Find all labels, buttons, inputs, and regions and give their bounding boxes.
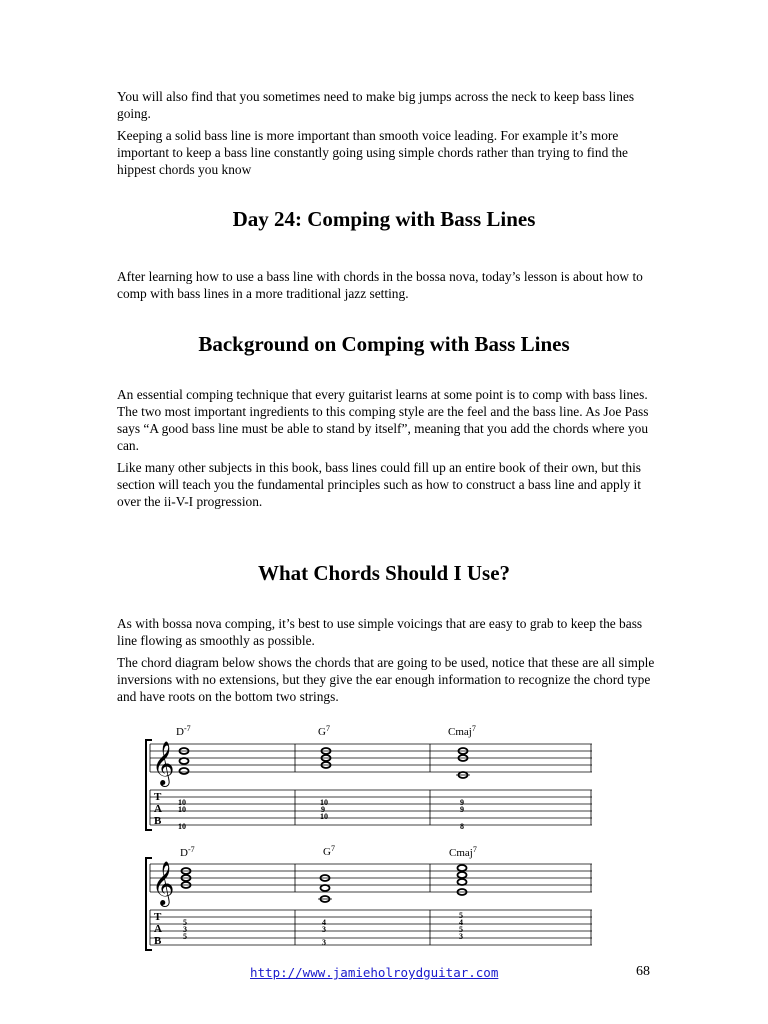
paragraph-essential-technique: An essential comping technique that every guitarist learns at some point is to comp with bass lines. The two most important ingredients to this comping style are the feel and the bass line. As Joe Pass says “A good bass line must be able to stand by itself”, meaning that you add the chords where you can. — [117, 387, 649, 453]
tab-number: 3 — [322, 938, 326, 947]
chord-name: Cmaj$^7$ — [449, 845, 477, 859]
tab-number: 5 — [459, 925, 463, 934]
tab-letter-t: T — [154, 791, 162, 803]
paragraph-bossa-voicings: As with bossa nova comping, it’s best to use simple voicings that are easy to grab to keep the bass line flowing as smoothly as possible. — [117, 616, 643, 648]
tab-number: 10 — [178, 805, 186, 814]
tab-number: 3 — [459, 932, 463, 941]
paragraph-intro: After learning how to use a bass line with chords in the bossa nova, today’s lesson is about how to comp with bass lines in a more traditional jazz setting. — [117, 269, 643, 301]
chord-name: $G^7$ — [318, 724, 330, 738]
paragraph-chord-diagram: The chord diagram below shows the chords that are going to be used, notice that these are all simple inversions with no extensions, but they give the ear enough information to recognize the chord type and have roots on the bottom two strings. — [117, 655, 655, 704]
treble-clef: 𝄞 — [152, 743, 175, 785]
paragraph-solid-bass-line: Keeping a solid bass line is more important than smooth voice leading. For example it’s more important to keep a bass line constantly going using simple chords rather than trying to find the hippest chords you know — [117, 128, 628, 177]
footer-website-link[interactable]: http://www.jamieholroydguitar.com — [250, 965, 499, 980]
tab-number: 10 — [320, 812, 328, 821]
tab-number: 4 — [322, 918, 326, 927]
paragraph-bass-jumps: You will also find that you sometimes need to make big jumps across the neck to keep bass lines going. — [117, 89, 635, 121]
tab-number: 10 — [178, 798, 186, 807]
tab-letter-t: T — [154, 911, 162, 923]
heading-what-chords: What Chords Should I Use? — [257, 561, 511, 585]
tab-number: 3 — [322, 925, 326, 934]
chord-name: $D^{-7}$ — [180, 845, 195, 859]
tab-letter-a: A — [154, 803, 162, 815]
tab-number: 10 — [320, 798, 328, 807]
tab-number: 9 — [460, 805, 464, 814]
tab-number: 5 — [459, 911, 463, 920]
tab-number: 3 — [183, 925, 187, 934]
page-number: 68 — [636, 964, 650, 979]
heading-background: Background on Comping with Bass Lines — [198, 332, 570, 356]
tab-number: 5 — [183, 932, 187, 941]
chord-name: Cmaj$^7$ — [448, 724, 476, 738]
tab-number: 10 — [178, 822, 186, 831]
paragraph-subjects: Like many other subjects in this book, bass lines could fill up an entire book of their own, but this section will teach you the fundamental principles such as how to construct a bass line and apply it over the ii-V-I progression. — [117, 460, 642, 509]
notation-system-1 — [140, 720, 600, 834]
tab-number: 9 — [460, 798, 464, 807]
tab-number: 8 — [460, 822, 464, 831]
treble-clef: 𝄞 — [152, 863, 175, 905]
chord-name: $D^{-7}$ — [176, 724, 191, 738]
tab-letter-b: B — [154, 935, 162, 947]
heading-day-24: Day 24: Comping with Bass Lines — [232, 207, 536, 231]
chord-name: $G^7$ — [323, 844, 335, 858]
tab-letter-a: A — [154, 923, 162, 935]
tab-number: 9 — [321, 805, 325, 814]
tab-number: 4 — [459, 918, 463, 927]
tab-number: 5 — [183, 918, 187, 927]
tab-letter-b: B — [154, 815, 162, 827]
notation-system-2 — [140, 844, 600, 956]
